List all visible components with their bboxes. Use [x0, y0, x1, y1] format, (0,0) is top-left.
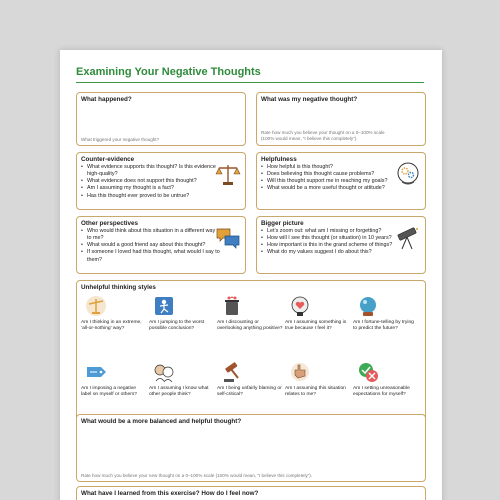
thinking-style-label: Am I jumping to the worst possible conclusion? [149, 320, 205, 331]
thinking-style-label: Am I thinking in an extreme, ‘all-or-nothing’ way? [81, 320, 142, 331]
learned-box[interactable] [76, 486, 426, 500]
title-divider [76, 82, 424, 83]
worksheet-page [60, 50, 442, 500]
list-item: • What would a good friend say about this thought? [81, 242, 221, 249]
head-heart-icon [289, 295, 311, 317]
check-cross-icon [357, 361, 379, 383]
counter-evidence-box [76, 152, 246, 210]
crystal-ball-icon [357, 295, 379, 317]
helpfulness-heading: Helpfulness [261, 156, 297, 163]
list-item: • What evidence does not support this thought? [81, 178, 221, 185]
thinking-styles-heading: Unhelpful thinking styles [81, 284, 156, 291]
balanced-thought-heading: What would be a more balanced and helpful thought? [81, 418, 242, 425]
gavel-icon [221, 361, 243, 383]
what-happened-hint: What triggered your negative thought? [81, 137, 160, 142]
page-title: Examining Your Negative Thoughts [76, 66, 261, 78]
balance-tip-icon [85, 295, 107, 317]
list-item: • Does believing this thought cause problems? [261, 171, 401, 178]
list-item: • If someone I loved had this thought, what would I say to them? [81, 249, 221, 263]
balanced-thought-box[interactable] [76, 414, 426, 482]
learned-heading: What have I learned from this exercise? How do I feel now? [81, 490, 259, 497]
pointing-hand-icon [289, 361, 311, 383]
trash-bin-icon [221, 295, 243, 317]
helpfulness-list [261, 164, 401, 193]
list-item: • Has this thought ever proved to be untrue? [81, 193, 221, 200]
telescope-icon [395, 225, 421, 251]
thinking-style-label: Am I imposing a negative label on myself or others? [81, 386, 137, 397]
helpfulness-box [256, 152, 426, 210]
other-perspectives-heading: Other perspectives [81, 220, 139, 227]
head-gears-icon [395, 161, 421, 187]
speech-bubbles-icon [215, 225, 241, 251]
thinking-style-label: Am I assuming I know what other people think? [149, 386, 209, 397]
thinking-style-label: Am I setting unreasonable expectations for myself? [353, 386, 410, 397]
list-item: • How important is this in the grand scheme of things? [261, 242, 401, 249]
two-heads-icon [153, 361, 175, 383]
list-item: • Will this thought support me in reaching my goals? [261, 178, 401, 185]
jumping-person-icon [153, 295, 175, 317]
negative-thought-hint-line2: (100% would mean, “I believe this completely”). [261, 136, 358, 141]
thinking-style-label: Am I discounting or overlooking anything positive? [217, 320, 283, 331]
list-item: • Who would think about this situation in a different way to me? [81, 228, 221, 242]
list-item: • Let’s zoom out: what am I missing or forgetting? [261, 228, 401, 235]
balanced-thought-hint: Rate how much you believe your new thought on a 0–100% scale (100% would mean, “I believe this completely”). [81, 473, 313, 478]
bigger-picture-box [256, 216, 426, 274]
counter-evidence-list [81, 164, 221, 200]
negative-thought-box[interactable] [256, 92, 426, 146]
other-perspectives-box [76, 216, 246, 274]
thinking-style-label: Am I assuming this situation relates to me? [285, 386, 346, 397]
what-happened-heading: What happened? [81, 96, 132, 103]
list-item: • Am I assuming my thought is a fact? [81, 185, 221, 192]
bigger-picture-heading: Bigger picture [261, 220, 304, 227]
negative-thought-heading: What was my negative thought? [261, 96, 358, 103]
what-happened-box[interactable] [76, 92, 246, 146]
label-tag-icon [85, 361, 107, 383]
other-perspectives-list [81, 228, 221, 264]
list-item: • What evidence supports this thought? Is this evidence high-quality? [81, 164, 221, 178]
scales-icon [215, 161, 241, 187]
list-item: • How will I see this thought (or situation) in 10 years? [261, 235, 401, 242]
list-item: • What would be a more useful thought or attitude? [261, 185, 401, 192]
list-item: • What do my values suggest I do about this? [261, 249, 401, 256]
counter-evidence-heading: Counter-evidence [81, 156, 135, 163]
thinking-style-label: Am I being unfairly blaming or self-critical? [217, 386, 282, 397]
list-item: • How helpful is this thought? [261, 164, 401, 171]
thinking-style-label: Am I assuming something is true because I feel it? [285, 320, 347, 331]
bigger-picture-list [261, 228, 401, 257]
negative-thought-hint-line1: Rate how much you believe your thought on a 0–100% scale [261, 130, 385, 135]
thinking-style-label: Am I fortune-telling by trying to predict the future? [353, 320, 414, 331]
